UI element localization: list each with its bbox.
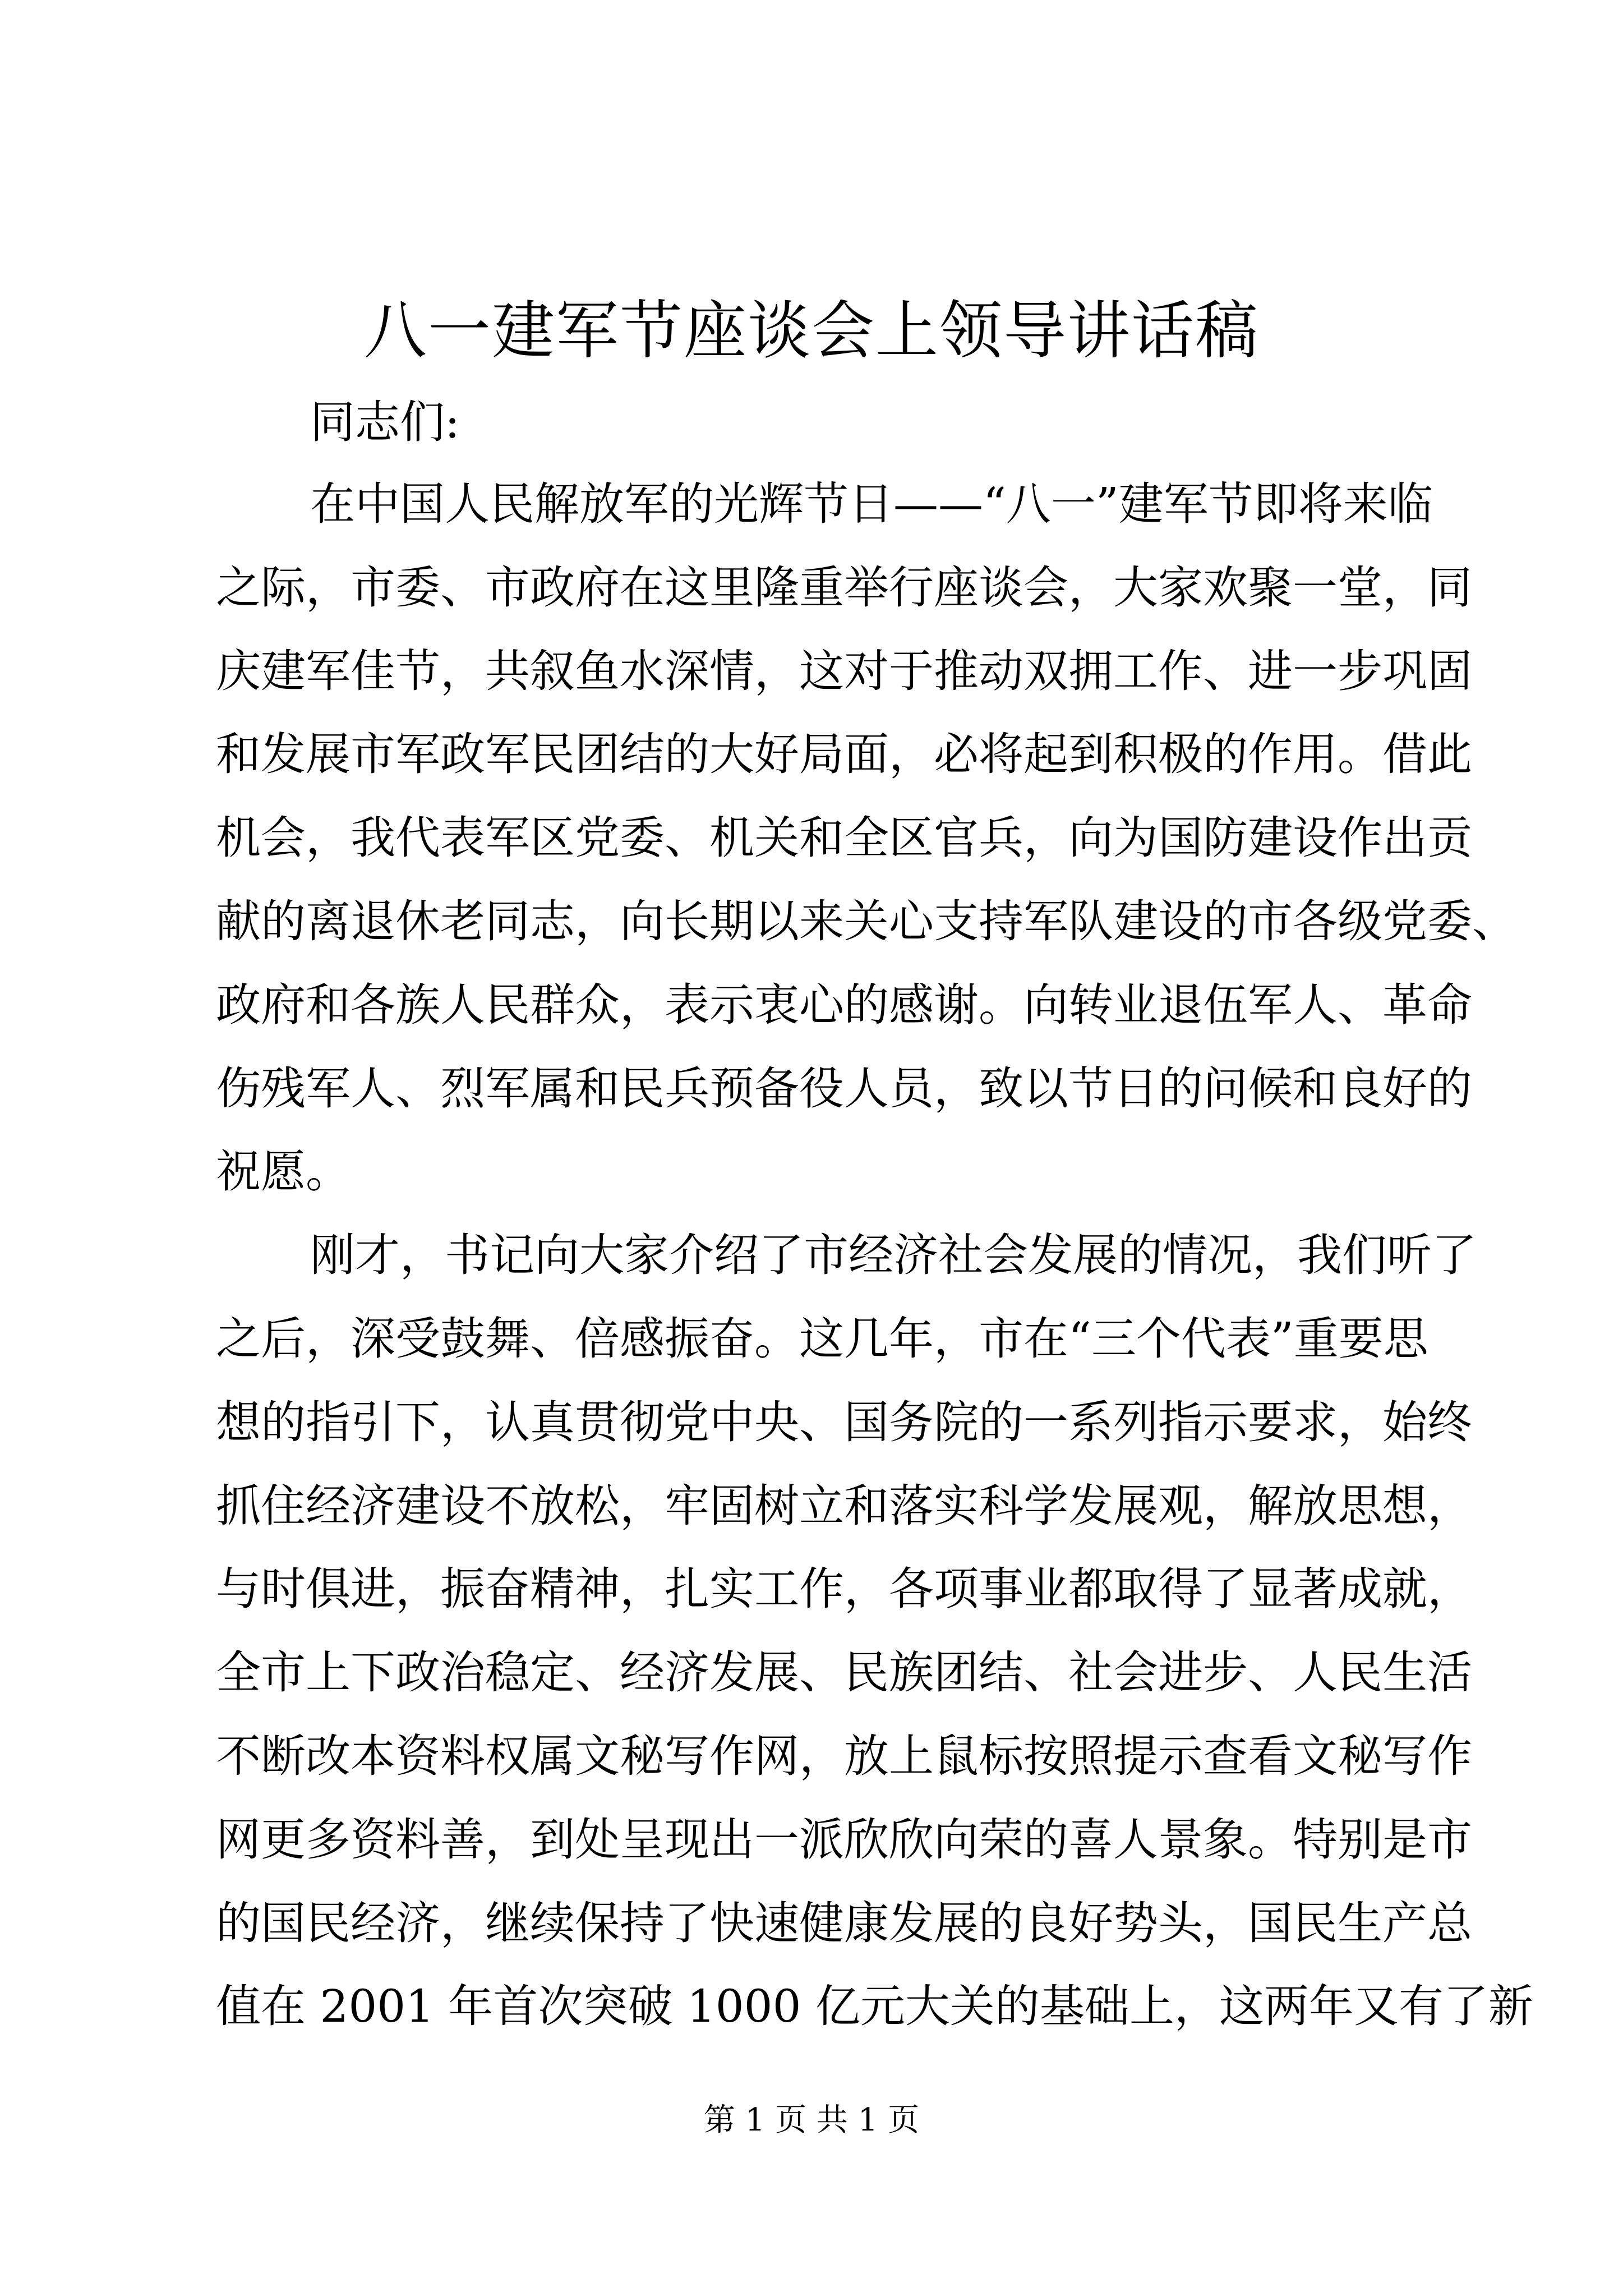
document-title: 八一建军节座谈会上领导讲话稿 <box>364 295 1259 367</box>
paragraph-line: 之际，市委、市政府在这里隆重举行座谈会，大家欢聚一堂，同 <box>216 561 1472 614</box>
paragraph-line: 献的离退休老同志，向长期以来关心支持军队建设的市各级党委、 <box>216 895 1517 947</box>
paragraph-line: 祝愿。 <box>216 1145 351 1198</box>
salutation: 同志们: <box>310 396 460 448</box>
paragraph-line: 刚才，书记向大家介绍了市经济社会发展的情况，我们听了 <box>310 1229 1477 1282</box>
paragraph-line: 伤残军人、烈军属和民兵预备役人员，致以节日的问候和良好的 <box>216 1062 1472 1115</box>
paragraph-line: 庆建军佳节，共叙鱼水深情，这对于推动双拥工作、进一步巩固 <box>216 645 1472 697</box>
paragraph-line: 网更多资料善，到处呈现出一派欣欣向荣的喜人景象。特别是市 <box>216 1813 1472 1866</box>
paragraph-line: 政府和各族人民群众，表示衷心的感谢。向转业退伍军人、革命 <box>216 978 1472 1031</box>
paragraph-line: 值在 2001 年首次突破 1000 亿元大关的基础上，这两年又有了新 <box>216 1980 1533 2033</box>
paragraph-line: 的国民经济，继续保持了快速健康发展的良好势头，国民生产总 <box>216 1897 1472 1949</box>
paragraph-line: 机会，我代表军区党委、机关和全区官兵，向为国防建设作出贡 <box>216 812 1472 864</box>
paragraph-line: 想的指引下，认真贯彻党中央、国务院的一系列指示要求，始终 <box>216 1396 1472 1448</box>
paragraph-line: 在中国人民解放军的光辉节日——“八一”建军节即将来临 <box>310 478 1433 530</box>
paragraph-line: 不断改本资料权属文秘写作网，放上鼠标按照提示查看文秘写作 <box>216 1729 1472 1782</box>
paragraph-line: 抓住经济建设不放松，牢固树立和落实科学发展观，解放思想， <box>216 1479 1472 1532</box>
page-number-footer: 第 1 页 共 1 页 <box>703 2102 920 2138</box>
paragraph-2 <box>216 1214 1533 2049</box>
document-body <box>216 381 1533 2049</box>
paragraph-1 <box>216 463 1517 1214</box>
paragraph-line: 全市上下政治稳定、经济发展、民族团结、社会进步、人民生活 <box>216 1646 1472 1699</box>
paragraph-line: 之后，深受鼓舞、倍感振奋。这几年，市在“三个代表”重要思 <box>216 1312 1428 1365</box>
paragraph-line: 与时俱进，振奋精神，扎实工作，各项事业都取得了显著成就， <box>216 1563 1472 1616</box>
paragraph-line: 和发展市军政军民团结的大好局面，必将起到积极的作用。借此 <box>216 728 1472 781</box>
